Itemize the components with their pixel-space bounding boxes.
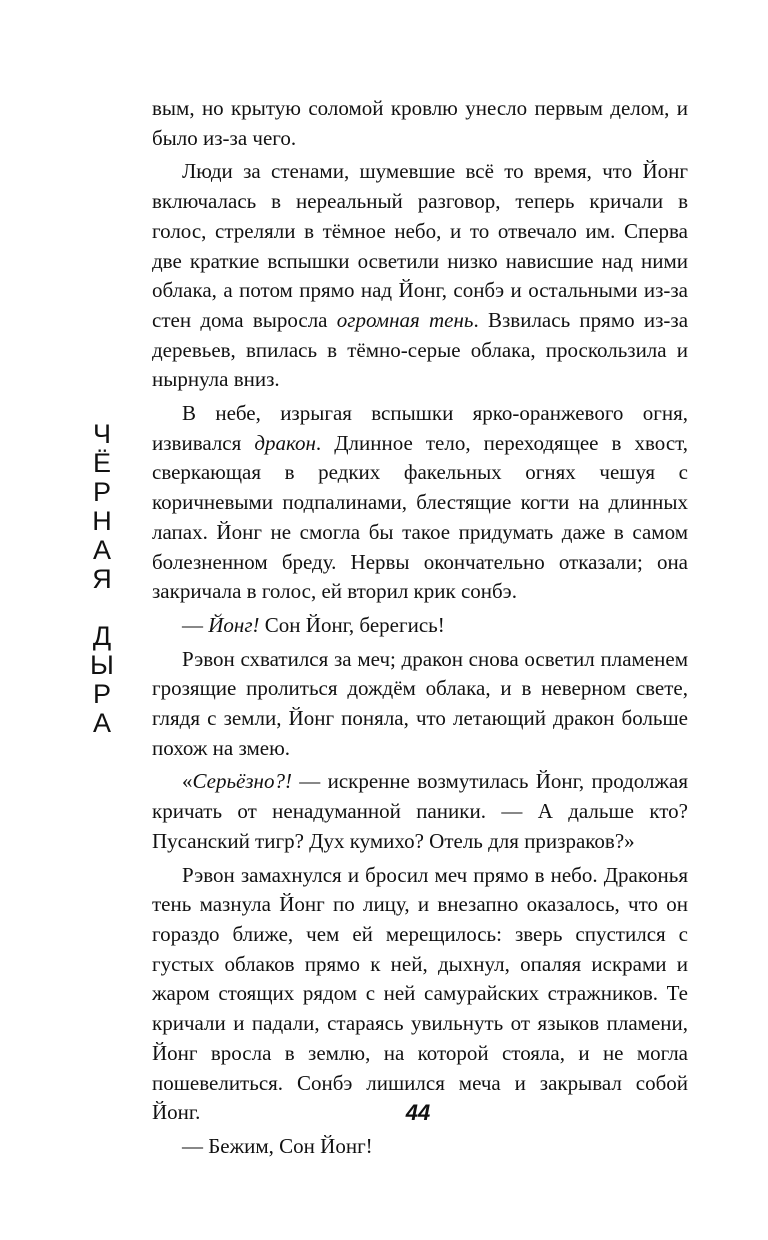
paragraph: Рэвон схватился за меч; дракон снова осветил пламенем грозящие пролиться дождём облака, и в неверном свете, глядя с земли, Йонг поняла, что летающий дракон больше похож на змею. [152, 646, 688, 760]
text-run: Люди за стенами, шумевшие всё то время, что Йонг включалась в нереальный разговор, теперь кричали в голос, стреляли в тёмное небо, и то отвечало им. Сперва две краткие вспышки осветили низко нависшие над ними облака, а потом прямо над Йонг, сонбэ и остальными из-за стен дома выросла [152, 159, 688, 332]
text-run: — искренне возмутилась Йонг, продолжая кричать от ненадуманной паники. — А дальше кто? Пусанский тигр? Дух кумихо? Отель для призраков?» [152, 769, 688, 853]
italic-phrase: огромная тень [336, 307, 474, 332]
title-letter: Д [92, 621, 112, 651]
inner-monologue [152, 767, 688, 856]
text-run: . Взвилась прямо из-за деревьев, впилась в тёмно-серые облака, проскользила и нырнула вниз. [152, 307, 689, 392]
dialogue-line: — Бежим, Сон Йонг! [182, 1133, 373, 1158]
title-letter: Я [92, 564, 112, 594]
text-run: — [182, 612, 209, 637]
paragraph [152, 399, 688, 607]
title-letter: А [92, 708, 111, 738]
title-letter: Ё [92, 448, 112, 478]
page-number: 44 [405, 1100, 431, 1125]
title-letter: Р [92, 679, 111, 709]
title-letter: Ы [90, 650, 114, 680]
italic-phrase: Йонг! [208, 612, 260, 637]
title-letter: А [92, 535, 111, 565]
dialogue-line [152, 611, 688, 641]
italic-phrase: Серьёзно?! [192, 769, 292, 794]
paragraph: Рэвон замахнулся и бросил меч прямо в небо. Драконья тень мазнула Йонг по лицу, и внезапно оказалось, что он гораздо ближе, чем ей мерещилось: зверь спустился с густых облаков прямо к ней, дыхнул, опаляя искрами и жаром стоящих рядом с ней самурайских стражников. Те кричали и падали, стараясь увильнуть от языков пламени, Йонг вросла в землю, на которой стояла, и не могла пошевелиться. Сонбэ лишился меча и закрывал собой Йонг. [152, 862, 688, 1125]
book-title-word-1 [82, 420, 122, 594]
body-text [152, 94, 688, 1162]
text-run: Сон Йонг, берегись! [259, 612, 445, 637]
text-run: . Длинное тело, переходящее в хвост, сверкающая в редких факельных огнях чешуя с коричневыми подпалинами, блестящие когти на длинных лапах. Йонг не смогла бы такое придумать даже в самом болезненном бреду. Нервы окончательно отказали; она закричала в голос, ей вторил крик сонбэ. [152, 430, 688, 604]
text-run: В небе, изрыгая вспышки ярко-оранжевого огня, извивался [152, 401, 688, 455]
italic-phrase: дракон [254, 430, 316, 455]
book-title-vertical [78, 420, 126, 738]
paragraph [152, 157, 688, 395]
title-letter: Ч [93, 419, 111, 449]
book-title-word-2 [82, 622, 122, 738]
paragraph: вым, но крытую соломой кровлю унесло первым делом, и было из-за чего. [152, 96, 688, 150]
title-letter: Н [92, 506, 112, 536]
title-letter: Р [92, 477, 111, 507]
text-run: « [182, 769, 193, 794]
